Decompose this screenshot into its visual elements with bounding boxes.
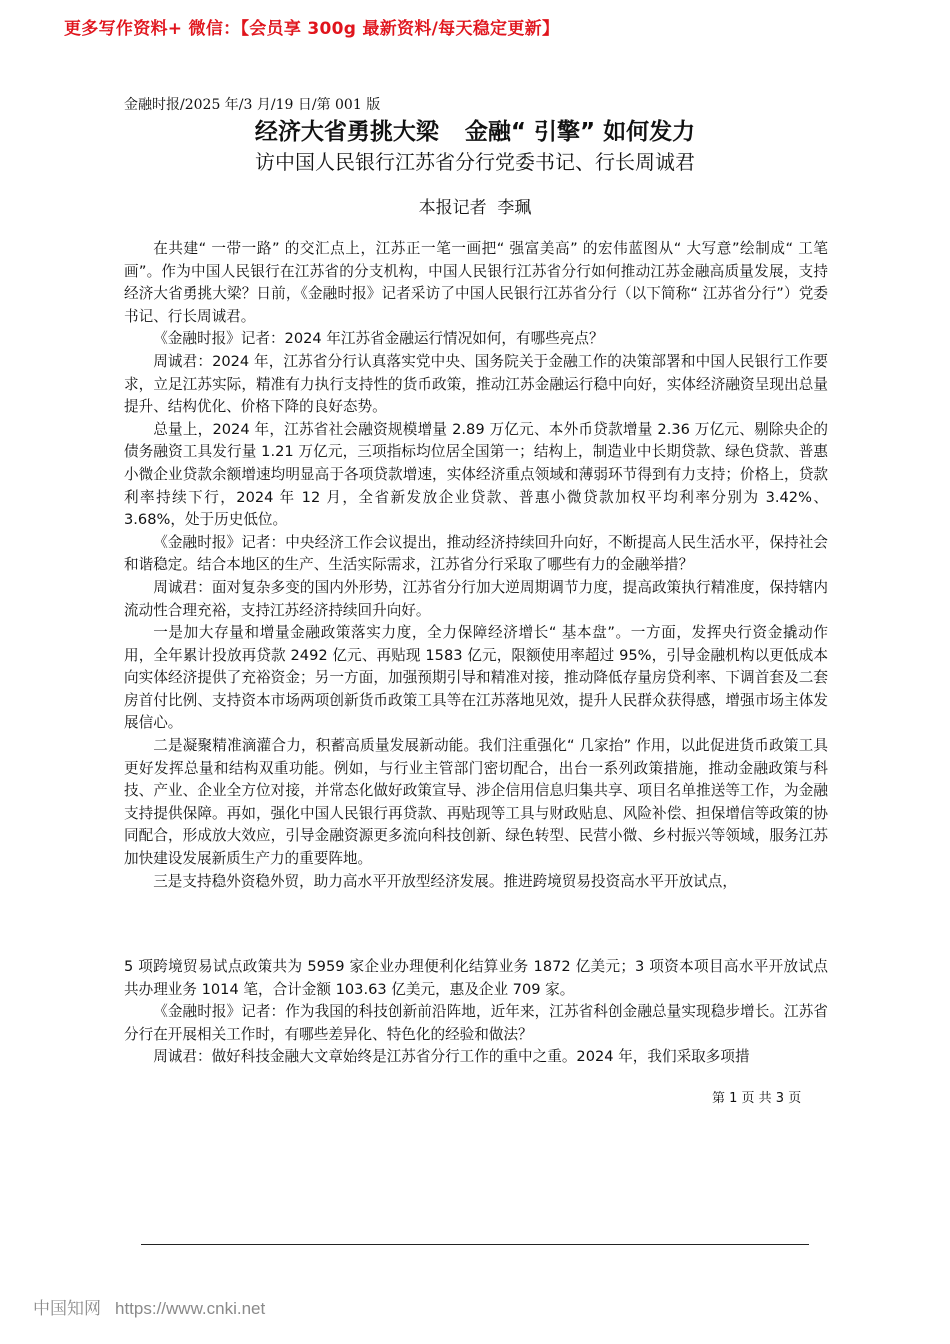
- article-subtitle: 访中国人民银行江苏省分行党委书记、行长周诚君: [255, 150, 695, 174]
- paragraph: 《金融时报》记者：作为我国的科技创新前沿阵地，近年来，江苏省科创金融总量实现稳步增长。江苏省分行在开展相关工作时，有哪些差异化、特色化的经验和做法？: [124, 1003, 828, 1043]
- article-byline: 本报记者 李珮: [418, 198, 532, 218]
- article-body-section-1: [124, 238, 828, 893]
- paragraph: 总量上，2024 年，江苏省社会融资规模增量 2.89 万亿元、本外币贷款增量 2.36 万亿元、剔除央企的债务融资工具发行量 1.21 万亿元，三项指标均位居全国第一；结构上，制造业中长期贷款、绿色贷款、普惠小微企业贷款余额增速均明显高于各项贷款增速，实体经济重点领域和薄弱环节得到有力支持；价格上，贷款利率持续下行，2024 年 12 月，全省新发放企业贷款、普惠小微贷款加权平均利率分别为 3.42%、3.68%，处于历史低位。: [124, 420, 828, 529]
- cnki-logo-text: 中国知网: [33, 1299, 101, 1319]
- paragraph: 周诚君：做好科技金融大文章始终是江苏省分行工作的重中之重。2024 年，我们采取多项措: [153, 1048, 750, 1066]
- footer-watermark: [33, 1294, 265, 1319]
- publication-info: 金融时报/2025 年/3 月/19 日/第 001 版: [124, 97, 381, 113]
- paragraph: 《金融时报》记者：2024 年江苏省金融运行情况如何，有哪些亮点？: [153, 330, 604, 348]
- cnki-url[interactable]: https://www.cnki.net: [115, 1299, 266, 1318]
- paragraph: 三是支持稳外资稳外贸，助力高水平开放型经济发展。推进跨境贸易投资高水平开放试点，: [153, 872, 737, 890]
- paragraph: 5 项跨境贸易试点政策共为 5959 家企业办理便利化结算业务 1872 亿美元；3 项资本项目高水平开放试点共办理业务 1014 笔，合计金额 103.63 亿美元，惠及企业 709 家。: [124, 958, 828, 998]
- paragraph: 在共建“ 一带一路” 的交汇点上，江苏正一笔一画把“ 强富美高” 的宏伟蓝图从“ 大写意”绘制成“ 工笔画”。作为中国人民银行在江苏省的分支机构，中国人民银行江苏省分行如何推动江苏金融高质量发展，支持经济大省勇挑大梁？日前，《金融时报》记者采访了中国人民银行江苏省分行（以下简称“ 江苏省分行”）党委书记、行长周诚君。: [124, 240, 828, 325]
- promo-banner: 更多写作资料+ 微信：【会员享 300g 最新资料/每天稳定更新】: [64, 19, 560, 39]
- footer-divider: [141, 1244, 809, 1245]
- article-title-part2: 金融“ 引擎” 如何发力: [464, 119, 696, 145]
- paragraph: 周诚君：2024 年，江苏省分行认真落实党中央、国务院关于金融工作的决策部署和中国人民银行工作要求，立足江苏实际，精准有力执行支持性的货币政策，推动江苏金融运行稳中向好，实体经济融资呈现出总量提升、结构优化、价格下降的良好态势。: [124, 352, 828, 416]
- paragraph: 《金融时报》记者：中央经济工作会议提出，推动经济持续回升向好，不断提高人民生活水平，保持社会和谐稳定。结合本地区的生产、生活实际需求，江苏省分行采取了哪些有力的金融举措？: [124, 533, 828, 574]
- article-body-section-2: [124, 956, 828, 1069]
- page-number: 第 1 页 共 3 页: [712, 1091, 802, 1106]
- paragraph: 周诚君：面对复杂多变的国内外形势，江苏省分行加大逆周期调节力度，提高政策执行精准度，保持辖内流动性合理充裕，支持江苏经济持续回升向好。: [124, 578, 828, 619]
- article-title: [0, 113, 950, 146]
- article-title-part1: 经济大省勇挑大梁: [254, 119, 439, 145]
- paragraph: 二是凝聚精准滴灌合力，积蓄高质量发展新动能。我们注重强化“ 几家抬” 作用，以此促进货币政策工具更好发挥总量和结构双重功能。例如，与行业主管部门密切配合，出台一系列政策措施，推动金融政策与科技、产业、企业全方位对接，并常态化做好政策宣导、涉企信用信息归集共享、项目名单推送等工作，为金融支持提供保障。再如，强化中国人民银行再贷款、再贴现等工具与财政贴息、风险补偿、担保增信等政策的协同配合，形成放大效应，引导金融资源更多流向科技创新、绿色转型、民营小微、乡村振兴等领域，服务江苏加快建设发展新质生产力的重要阵地。: [124, 737, 828, 868]
- paragraph: 一是加大存量和增量金融政策落实力度，全力保障经济增长“ 基本盘”。一方面，发挥央行资金撬动作用，全年累计投放再贷款 2492 亿元、再贴现 1583 亿元，限额使用率超过 95%，引导金融机构以更低成本向实体经济提供了充裕资金；另一方面，加强预期引导和精准对接，推动降低存量房贷利率、下调首套及二套房首付比例、支持资本市场两项创新货币政策工具等在江苏落地见效，提升人民群众获得感，增强市场主体发展信心。: [124, 624, 828, 732]
